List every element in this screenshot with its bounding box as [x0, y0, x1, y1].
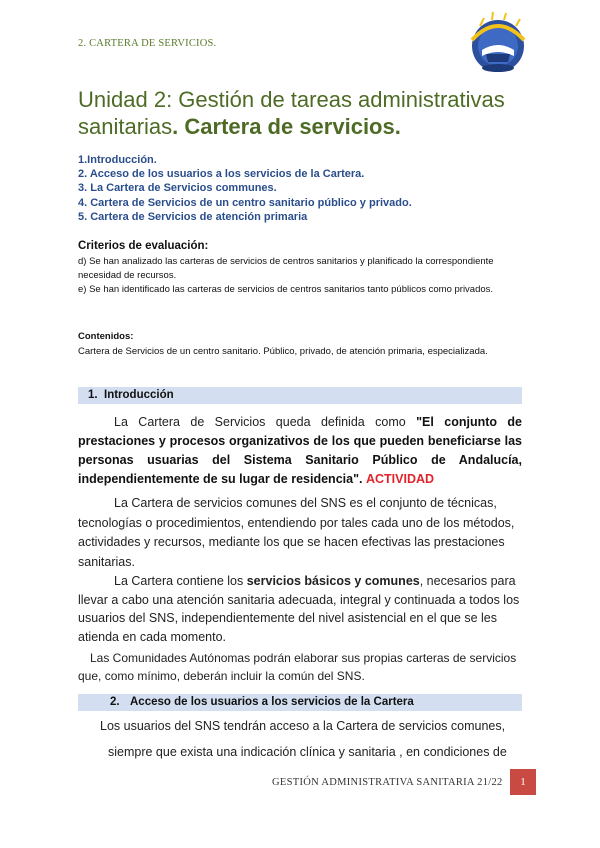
running-header: 2. CARTERA DE SERVICIOS.: [78, 38, 217, 49]
paragraph-lead: La Cartera contiene los: [114, 574, 247, 588]
criterion-d: d) Se han analizado las carteras de servicios de centros sanitarios y planificado la correspondiente necesidad de recursos.: [78, 256, 494, 281]
section-number: 1.: [88, 389, 98, 401]
paragraph-acceso-line2: siempre que exista una indicación clínica y sanitaria , en condiciones de: [108, 745, 507, 759]
school-logo-icon: [462, 10, 534, 76]
paragraph-acceso-line1: Los usuarios del SNS tendrán acceso a la Cartera de servicios comunes,: [100, 719, 506, 733]
paragraph-text: La Cartera de servicios comunes del SNS es el conjunto de técnicas, tecnologías o procedimientos, entendiendo por tales cada uno de los métodos, actividades y recursos, mediante los que se hacen efectivas las prestaciones sanitarias.: [78, 496, 515, 569]
toc-item[interactable]: 1.Introducción.: [78, 154, 157, 166]
criteria-list: [78, 255, 528, 297]
definition-lead: La Cartera de Servicios queda definida como: [114, 415, 417, 429]
toc-item[interactable]: 5. Cartera de Servicios de atención primaria: [78, 210, 308, 223]
paragraph-bold: servicios básicos y comunes: [246, 574, 420, 588]
paragraph-rest: , necesarios para llevar a cabo una atención sanitaria adecuada, integral y continuada a todos los usuarios del SNS, independientemente del nivel asistencial en el que se les atienda en cada momento.: [78, 574, 520, 644]
paragraph-text: Las Comunidades Autónomas podrán elaborar sus propias carteras de servicios que, como mínimo, deberán incluir la común del SNS.: [78, 651, 517, 683]
paragraph-definition: [78, 413, 522, 489]
paragraph-comunidades: [78, 649, 522, 685]
criteria-heading: Criterios de evaluación:: [78, 240, 209, 252]
unit-title-regular: Unidad 2: Gestión de tareas administrativas sanitarias: [78, 87, 505, 139]
toc-item[interactable]: 3. La Cartera de Servicios communes.: [78, 182, 277, 195]
section-title: Introducción: [104, 389, 174, 401]
toc-item[interactable]: 2. Acceso de los usuarios a los servicios de la Cartera.: [78, 168, 365, 181]
unit-title-bold: . Cartera de servicios.: [172, 114, 401, 139]
toc-item[interactable]: 4. Cartera de Servicios de un centro sanitario público y privado.: [78, 196, 412, 209]
contents-body: Cartera de Servicios de un centro sanitario. Público, privado, de atención primaria, especializada.: [78, 346, 488, 357]
section-heading-acceso: [78, 694, 522, 711]
definition-quote: "El conjunto de prestaciones y procesos organizativos de los que pueden beneficiarse las personas usuarias del Sistema Sanitario Público de Andalucía, independientemente de su lugar de residencia".: [78, 415, 522, 486]
table-of-contents: [78, 153, 412, 224]
unit-title: [78, 86, 548, 140]
paragraph-cartera-contiene: [78, 572, 522, 646]
section-title: Acceso de los usuarios a los servicios de la Cartera: [130, 696, 414, 708]
paragraph-cartera-comunes: [78, 494, 522, 572]
footer-text: GESTIÓN ADMINISTRATIVA SANITARIA 21/22: [272, 777, 503, 788]
page-number-badge: 1: [510, 769, 536, 795]
activity-link[interactable]: ACTIVIDAD: [365, 472, 435, 486]
contents-heading: Contenidos:: [78, 331, 134, 342]
section-heading-introduccion: [78, 387, 522, 404]
criterion-e: e) Se han identificado las carteras de servicios de centros sanitarios tanto públicos como privados.: [78, 284, 494, 295]
section-number: 2.: [110, 696, 120, 708]
